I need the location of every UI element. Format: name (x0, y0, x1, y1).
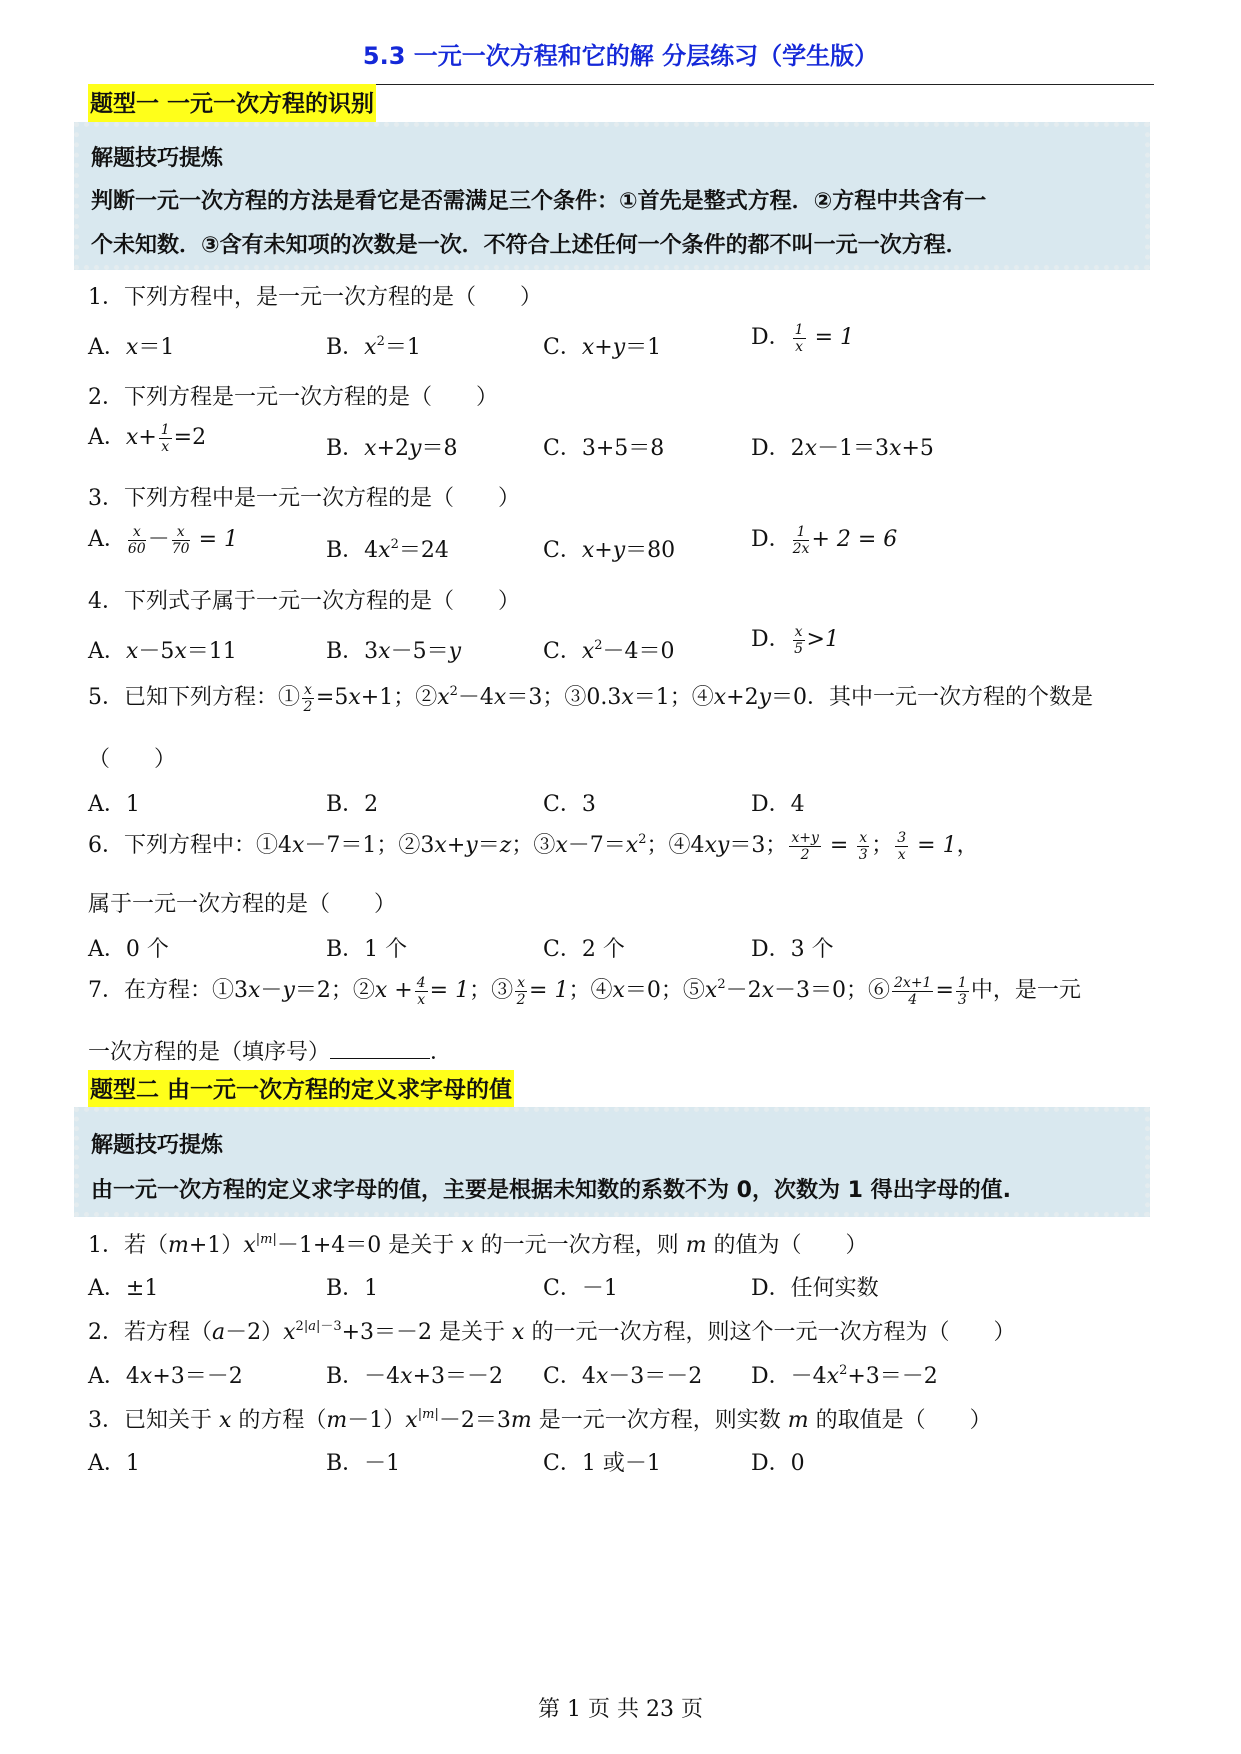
s2-q1-option-c: C．－1 (543, 1276, 618, 1301)
q3-option-a: A． $\frac{x}{60}$ － $\frac{x}{70}$ = 1 (88, 523, 238, 557)
s2-q1-option-b: B．1 (326, 1276, 379, 1301)
s2-question-3-stem: 3．已知关于 x 的方程$(m-1)x^{|m|}-2=3m$ 是一元一次方程，则实数 m 的取值是（ ） (88, 1407, 992, 1433)
question-5-stem-cont: （ ） (88, 747, 177, 772)
section-heading-2: 题型二 由一元一次方程的定义求字母的值 (88, 1070, 514, 1110)
s2-q1-option-d: D．任何实数 (751, 1276, 879, 1301)
s2-q3-option-d: D．0 (751, 1451, 805, 1476)
q6-option-a: A．0 个 (88, 937, 169, 962)
s2-q2-option-a: A．4x+3＝－2 (88, 1364, 243, 1389)
q1-option-b: B．$x^2=1$ (326, 334, 421, 360)
q3-option-d: D． $\frac{1}{2x}$ + 2 = 6 (751, 523, 898, 557)
q5-option-c: C．3 (543, 792, 596, 817)
q2-option-c: C．3+5＝8 (543, 436, 665, 461)
tip-title: 解题技巧提炼 (91, 146, 224, 171)
question-5-stem: 5．已知下列方程：① $\frac{x}{2}$ =5x+1；$②x^2-4x=3$；③0.3x＝1；④x+2y＝0．其中一元一次方程的个数是 (88, 681, 1094, 715)
q2-option-a: A．x+ $\frac{1}{x}$ =2 (88, 421, 207, 455)
question-6-stem-cont: 属于一元一次方程的是（ ） (88, 892, 397, 917)
q1-option-a: A．x＝1 (88, 335, 175, 360)
tip-box-1 (74, 122, 1150, 270)
s2-q3-option-c: C．1 或－1 (543, 1451, 661, 1476)
section-heading-1: 题型一 一元一次方程的识别 (88, 84, 376, 124)
q1-option-d: D． $\frac{1}{x}$ = 1 (751, 321, 854, 355)
page-title: 5.3 一元一次方程和它的解 分层练习（学生版） (362, 42, 879, 70)
page-footer: 第 1 页 共 23 页 (538, 1697, 703, 1722)
tip-box-2 (74, 1107, 1150, 1217)
question-2-stem: 2．下列方程是一元一次方程的是（ ） (88, 385, 498, 410)
question-4-stem: 4．下列式子属于一元一次方程的是（ ） (88, 589, 520, 614)
q6-option-b: B．1 个 (326, 937, 408, 962)
q5-option-b: B．2 (326, 792, 379, 817)
q6-option-c: C．2 个 (543, 937, 625, 962)
tip-text-line-1: 由一元一次方程的定义求字母的值，主要是根据未知数的系数不为 0，次数为 1 得出字母的值. (91, 1178, 1011, 1203)
s2-q3-option-b: B．－1 (326, 1451, 401, 1476)
tip-text-line-2: 个未知数．③含有未知项的次数是一次．不符合上述任何一个条件的都不叫一元一次方程． (91, 233, 968, 258)
q3-option-b: B．$4x^2=24$ (326, 537, 449, 563)
question-3-stem: 3．下列方程中是一元一次方程的是（ ） (88, 486, 520, 511)
question-1-stem: 1．下列方程中，是一元一次方程的是（ ） (88, 285, 542, 310)
q2-option-d: D．2x－1＝3x+5 (751, 436, 934, 461)
q6-option-d: D．3 个 (751, 937, 834, 962)
q5-option-d: D．4 (751, 792, 805, 817)
s2-q2-option-b: B．－4x+3＝－2 (326, 1364, 504, 1389)
q2-option-b: B．x+2y＝8 (326, 436, 458, 461)
q1-option-c: C．x+y＝1 (543, 335, 662, 360)
s2-q3-option-a: A．1 (88, 1451, 140, 1476)
question-7-stem: 7．在方程：①3x－y＝2；②x + $\frac{4}{x}$ = 1；③ $\frac{x}{2}$ = 1；④x＝0；$⑤x^2-2x-3=0$；⑥ $\frac{2x+1}{4}$ = $\frac{1}{3}$ 中，是一元 (88, 974, 1081, 1008)
q5-option-a: A．1 (88, 792, 140, 817)
tip-title: 解题技巧提炼 (91, 1133, 224, 1158)
q3-option-c: C．x+y＝80 (543, 538, 676, 563)
q4-option-d: D． $\frac{x}{5}$ >1 (751, 623, 839, 657)
tip-text-line-1: 判断一元一次方程的方法是看它是否需满足三个条件：①首先是整式方程．②方程中共含有一 (91, 189, 987, 214)
q4-option-a: A．x－5x＝11 (88, 639, 237, 664)
q4-option-c: C．$x^2-4=0$ (543, 638, 675, 664)
s2-q2-option-c: C．4x－3＝－2 (543, 1364, 703, 1389)
s2-q2-option-d: D．$-4x^2+3=-2$ (751, 1363, 938, 1389)
answer-blank[interactable] (330, 1038, 430, 1059)
s2-q1-option-a: A．±1 (88, 1276, 159, 1301)
question-7-stem-cont: 一次方程的是（填序号） ． (88, 1040, 453, 1065)
question-6-stem: 6．下列方程中：①4x－7＝1；②3x+y＝z；$③x-7=x^2$；④4xy＝3； $\frac{x+y}{2}$ = $\frac{x}{3}$ ； $\frac{3}{x}$ = 1， (88, 829, 979, 863)
s2-question-1-stem: 1．若$(m+1)x^{|m|}-1+4=0$ 是关于 x 的一元一次方程，则 m 的值为（ ） (88, 1232, 868, 1258)
q4-option-b: B．3x－5＝y (326, 639, 462, 664)
s2-question-2-stem: 2．若方程$(a-2)x^{2|a|-3}+3=-2$ 是关于 x 的一元一次方程，则这个一元一次方程为（ ） (88, 1319, 1016, 1345)
